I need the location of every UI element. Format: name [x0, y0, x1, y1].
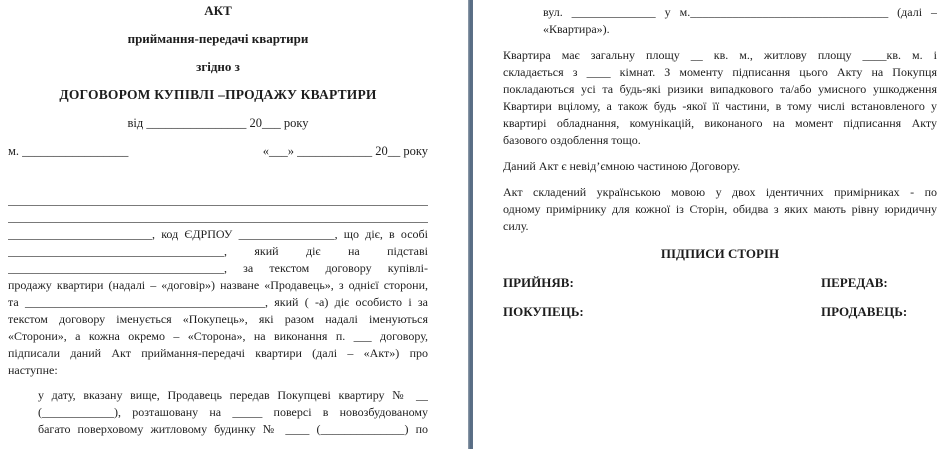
- doc-line: наступне:: [8, 363, 58, 377]
- doc-line: підписали даний Акт приймання-передачі квартири (далі – «Акт») про: [8, 346, 428, 360]
- accepted-label: ПРИЙНЯВ:: [503, 275, 574, 290]
- doc-transfer-clause: [38, 387, 428, 438]
- doc-line: «Квартира»).: [543, 22, 610, 36]
- doc-line: Акт складений українською мовою у двох ідентичних примірниках - по: [503, 185, 937, 199]
- doc-line: ______________________________________________________________________: [8, 210, 428, 224]
- signature-row-parties: [503, 303, 937, 320]
- doc-place-date-row: [8, 144, 428, 158]
- doc-date-line: від ________________ 20___ року: [127, 116, 309, 130]
- transferred-label: ПЕРЕДАВ:: [821, 275, 888, 290]
- document-page-1: [0, 0, 468, 449]
- doc-title: АКТ: [204, 3, 232, 18]
- doc-line: ________________________, код ЄДРПОУ ________________, що діє, в особі: [8, 227, 428, 241]
- buyer-label: ПОКУПЕЦЬ:: [503, 304, 584, 319]
- doc-line: квартирі обладнання, комунікацій, виконаного на момент підписання Акту: [503, 116, 937, 130]
- doc-line: у дату, вказану вище, Продавець передав Покупцеві квартиру № __: [38, 388, 428, 402]
- doc-line: ____________________________________, за текстом договору купівлі-: [8, 261, 428, 275]
- doc-line: багато поверховому житловому будинку № ____ (______________) по: [38, 422, 428, 436]
- doc-apartment-description: [503, 47, 937, 149]
- doc-date-blank: «___» ____________ 20__ року: [262, 144, 428, 158]
- doc-subtitle: приймання-передачі квартири: [127, 31, 309, 46]
- doc-place-blank: м. _________________: [8, 144, 129, 158]
- signatures-heading: ПІДПИСИ СТОРІН: [660, 246, 780, 261]
- doc-line: Квартири вцілому, а також будь -якої її частини, в тому числі встановленого у: [503, 99, 937, 113]
- document-page-2: [473, 0, 940, 449]
- doc-copies-clause: [503, 184, 937, 235]
- doc-line: «Сторони», а кожна окремо – «Сторона», на виконання п. ___ договору,: [8, 329, 428, 343]
- doc-line: покладаються усі та будь-які ризики випадкового та/або умисного ушкодження: [503, 82, 937, 96]
- doc-subtitle: згідно з: [196, 59, 240, 74]
- signature-row-accepted: [503, 274, 937, 291]
- doc-line: ____________________________________, який діє на підставі: [8, 244, 428, 258]
- doc-line: одному примірнику для кожної із Сторін, обидва з яких мають рівну юридичну: [503, 202, 937, 216]
- doc-integral-part-clause: [503, 158, 937, 175]
- doc-line: продажу квартири (надалі – «договір») назване «Продавець», з однієї сторони,: [8, 278, 428, 292]
- doc-line: Квартира має загальну площу __ кв. м., житлову площу ____кв. м. і: [503, 48, 937, 62]
- doc-address-clause: [543, 4, 937, 38]
- doc-line: складається з ____ кімнат. З моменту підписання цього Акту на Покупця: [503, 65, 937, 79]
- doc-line: Даний Акт є невід’ємною частиною Договору.: [503, 159, 741, 173]
- seller-label: ПРОДАВЕЦЬ:: [821, 304, 908, 319]
- doc-line: (____________), розташовану на _____ поверсі в новозбудованому: [38, 405, 428, 419]
- doc-line: силу.: [503, 219, 529, 233]
- doc-line: ______________________________________________________________________: [8, 193, 428, 207]
- doc-contract-title: ДОГОВОРОМ КУПІВЛІ –ПРОДАЖУ КВАРТИРИ: [59, 87, 377, 102]
- doc-line: вул. ______________ у м._________________________________ (далі –: [543, 5, 937, 19]
- doc-parties-paragraph: [8, 192, 428, 379]
- doc-line: та ________________________________________, який ( -а) діє особисто і за: [8, 295, 428, 309]
- doc-line: базового оздоблення тощо.: [503, 133, 641, 147]
- doc-line: текстом договору іменується «Покупець», які разом надалі іменуються: [8, 312, 428, 326]
